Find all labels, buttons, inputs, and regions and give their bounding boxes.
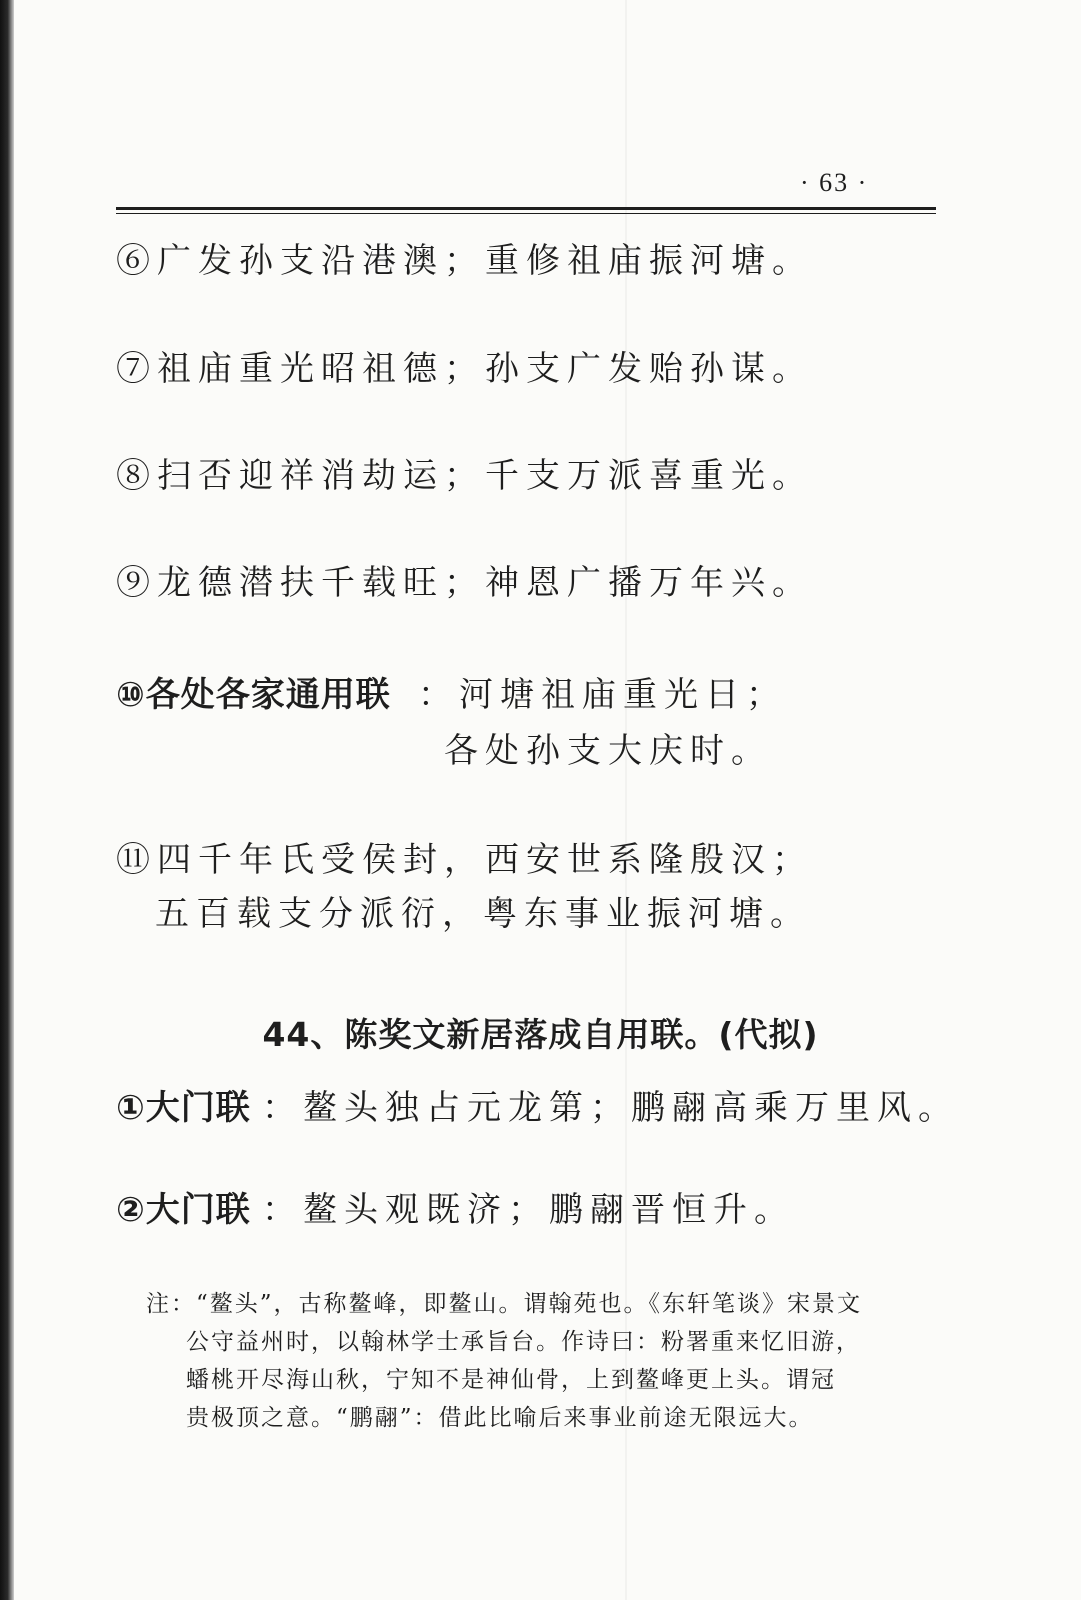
- note-line-1: 注：“鳌头”，古称鳌峰，即鳌山。谓翰苑也。《东轩笔谈》宋景文: [146, 1291, 863, 1317]
- item-1-label: ①大门联: [116, 1088, 251, 1128]
- couplet-11-lower: 五百载支分派衍，粤东事业振河塘。: [155, 894, 811, 934]
- couplet-10-upper: ：河塘祖庙重光日；: [418, 675, 787, 715]
- note-line-3: 蟠桃开尽海山秋，宁知不是神仙骨，上到鳌峰更上头。谓冠: [186, 1367, 836, 1393]
- couplet-10-lower: 各处孙支大庆时。: [444, 731, 772, 771]
- couplet-7: ⑦祖庙重光昭祖德；孙支广发贻孙谋。: [116, 349, 813, 389]
- couplet-9: ⑨龙德潜扶千载旺；神恩广播万年兴。: [116, 563, 813, 603]
- couplet-6: ⑥广发孙支沿港澳；重修祖庙振河塘。: [116, 241, 813, 281]
- header-rule-thin: [116, 213, 936, 214]
- couplet-11-upper: ⑪四千年氏受侯封，西安世系隆殷汉；: [116, 840, 813, 880]
- couplet-10-label: ⑩各处各家通用联: [116, 675, 391, 715]
- note-line-2: 公守益州时，以翰林学士承旨台。作诗曰：粉署重来忆旧游，: [186, 1329, 861, 1355]
- page-number: · 63 ·: [800, 168, 869, 197]
- item-1-text: ：鳌头独占元龙第；鹏翮高乘万里风。: [262, 1088, 959, 1128]
- page-fold: [625, 0, 627, 1600]
- couplet-8: ⑧扫否迎祥消劫运；千支万派喜重光。: [116, 456, 813, 496]
- header-rule-thick: [116, 207, 936, 210]
- item-2-text: ：鳌头观既济；鹏翮晋恒升。: [262, 1190, 795, 1230]
- item-2-label: ②大门联: [116, 1190, 251, 1230]
- note-line-4: 贵极顶之意。“鹏翮”：借此比喻后来事业前途无限远大。: [186, 1405, 814, 1431]
- section-heading: 44、陈奖文新居落成自用联。(代拟): [262, 1015, 819, 1054]
- page-binding-edge: [0, 0, 14, 1600]
